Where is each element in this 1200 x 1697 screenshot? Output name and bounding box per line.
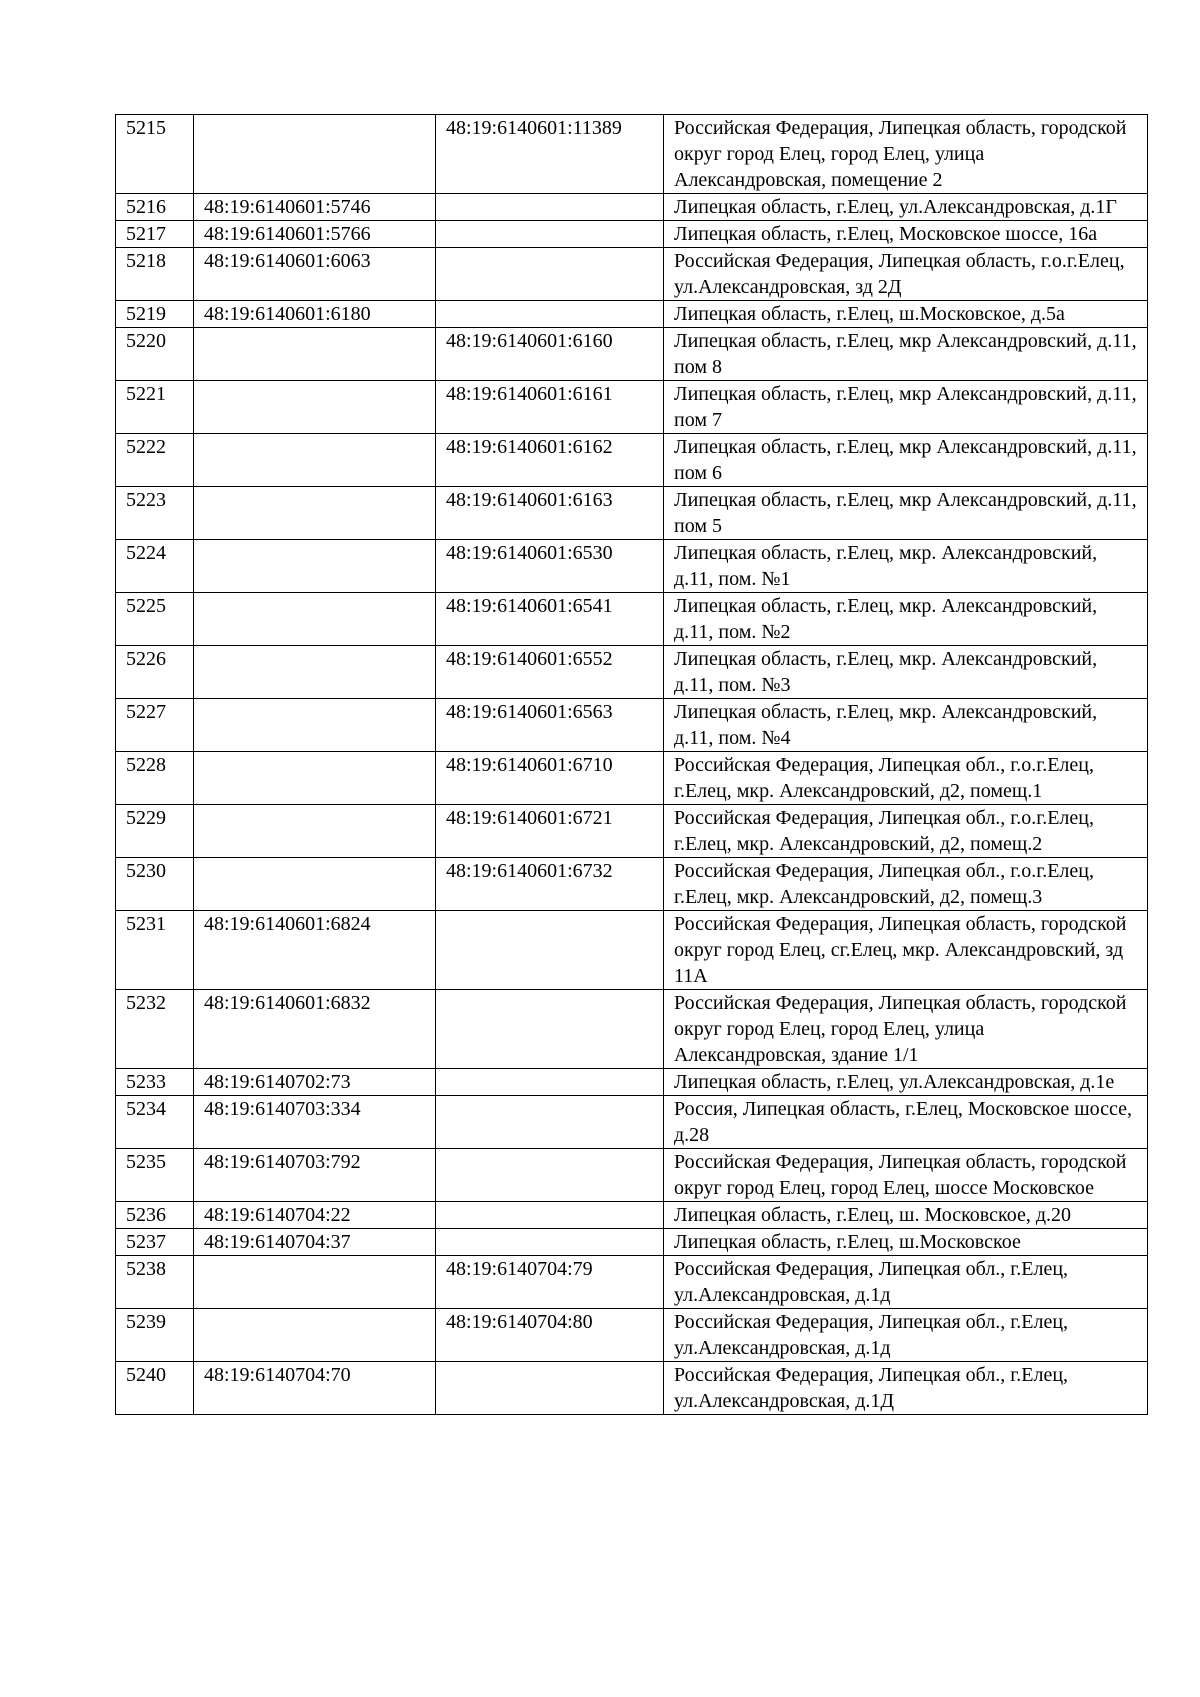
table-row [116,301,1148,328]
cadastral-parcel-cell: 48:19:6140601:6180 [194,301,436,328]
cadastral-object-cell [436,990,664,1069]
cadastral-object-cell: 48:19:6140601:6162 [436,434,664,487]
cadastral-object-cell: 48:19:6140601:6161 [436,381,664,434]
row-number-cell: 5232 [116,990,194,1069]
cadastral-object-cell: 48:19:6140601:6732 [436,858,664,911]
cadastral-object-cell: 48:19:6140704:79 [436,1256,664,1309]
table-row [116,990,1148,1069]
row-number-cell: 5233 [116,1069,194,1096]
table-row [116,248,1148,301]
cadastral-parcel-cell [194,805,436,858]
address-cell: Липецкая область, г.Елец, ш.Московское, д.5а [664,301,1148,328]
table-row [116,1256,1148,1309]
row-number-cell: 5230 [116,858,194,911]
address-cell: Липецкая область, г.Елец, ш. Московское, д.20 [664,1202,1148,1229]
cadastral-object-cell [436,1069,664,1096]
cadastral-parcel-cell [194,752,436,805]
row-number-cell: 5234 [116,1096,194,1149]
row-number-cell: 5224 [116,540,194,593]
cadastral-parcel-cell: 48:19:6140601:6824 [194,911,436,990]
address-cell: Липецкая область, г.Елец, мкр Александровский, д.11, пом 6 [664,434,1148,487]
address-cell: Россия, Липецкая область, г.Елец, Московское шоссе, д.28 [664,1096,1148,1149]
cadastral-object-cell: 48:19:6140601:6710 [436,752,664,805]
cadastral-parcel-cell: 48:19:6140601:6063 [194,248,436,301]
row-number-cell: 5235 [116,1149,194,1202]
table-row [116,381,1148,434]
row-number-cell: 5238 [116,1256,194,1309]
row-number-cell: 5231 [116,911,194,990]
cadastral-parcel-cell [194,540,436,593]
registry-table [115,114,1148,1415]
row-number-cell: 5227 [116,699,194,752]
table-row [116,699,1148,752]
table-row [116,646,1148,699]
table-row [116,194,1148,221]
table-row [116,1362,1148,1415]
row-number-cell: 5222 [116,434,194,487]
cadastral-parcel-cell [194,1309,436,1362]
address-cell: Липецкая область, г.Елец, мкр Александровский, д.11, пом 5 [664,487,1148,540]
row-number-cell: 5223 [116,487,194,540]
cadastral-parcel-cell: 48:19:6140704:37 [194,1229,436,1256]
cadastral-object-cell [436,248,664,301]
table-row [116,540,1148,593]
address-cell: Российская Федерация, Липецкая область, городской округ город Елец, город Елец, улица Александровская, здание 1/1 [664,990,1148,1069]
table-row [116,221,1148,248]
cadastral-object-cell: 48:19:6140601:6541 [436,593,664,646]
address-cell: Липецкая область, г.Елец, мкр Александровский, д.11, пом 7 [664,381,1148,434]
cadastral-parcel-cell [194,858,436,911]
address-cell: Российская Федерация, Липецкая обл., г.Елец, ул.Александровская, д.1д [664,1256,1148,1309]
cadastral-object-cell [436,194,664,221]
address-cell: Российская Федерация, Липецкая обл., г.о.г.Елец, г.Елец, мкр. Александровский, д2, помещ.3 [664,858,1148,911]
cadastral-parcel-cell: 48:19:6140704:22 [194,1202,436,1229]
table-row [116,1229,1148,1256]
address-cell: Российская Федерация, Липецкая область, городской округ город Елец, сг.Елец, мкр. Александровский, зд 11А [664,911,1148,990]
cadastral-parcel-cell [194,381,436,434]
address-cell: Российская Федерация, Липецкая область, г.о.г.Елец, ул.Александровская, зд 2Д [664,248,1148,301]
cadastral-object-cell [436,1202,664,1229]
cadastral-object-cell: 48:19:6140601:11389 [436,115,664,194]
cadastral-parcel-cell [194,593,436,646]
row-number-cell: 5220 [116,328,194,381]
row-number-cell: 5215 [116,115,194,194]
cadastral-object-cell: 48:19:6140601:6563 [436,699,664,752]
cadastral-parcel-cell [194,328,436,381]
cadastral-object-cell [436,1149,664,1202]
table-row [116,1069,1148,1096]
row-number-cell: 5239 [116,1309,194,1362]
cadastral-object-cell: 48:19:6140601:6721 [436,805,664,858]
address-cell: Липецкая область, г.Елец, мкр. Александровский, д.11, пом. №2 [664,593,1148,646]
row-number-cell: 5237 [116,1229,194,1256]
row-number-cell: 5217 [116,221,194,248]
registry-table-body [116,115,1148,1415]
table-row [116,805,1148,858]
address-cell: Липецкая область, г.Елец, мкр. Александровский, д.11, пом. №3 [664,646,1148,699]
cadastral-parcel-cell: 48:19:6140703:792 [194,1149,436,1202]
table-row [116,487,1148,540]
cadastral-object-cell: 48:19:6140601:6530 [436,540,664,593]
row-number-cell: 5218 [116,248,194,301]
row-number-cell: 5221 [116,381,194,434]
address-cell: Липецкая область, г.Елец, Московское шоссе, 16а [664,221,1148,248]
row-number-cell: 5236 [116,1202,194,1229]
row-number-cell: 5228 [116,752,194,805]
address-cell: Российская Федерация, Липецкая область, городской округ город Елец, город Елец, шоссе Московское [664,1149,1148,1202]
cadastral-parcel-cell: 48:19:6140601:6832 [194,990,436,1069]
cadastral-parcel-cell [194,115,436,194]
cadastral-object-cell: 48:19:6140704:80 [436,1309,664,1362]
table-row [116,115,1148,194]
table-row [116,1202,1148,1229]
cadastral-object-cell [436,1229,664,1256]
table-row [116,1096,1148,1149]
cadastral-object-cell [436,1362,664,1415]
address-cell: Липецкая область, г.Елец, ш.Московское [664,1229,1148,1256]
cadastral-object-cell [436,221,664,248]
cadastral-object-cell [436,301,664,328]
cadastral-object-cell: 48:19:6140601:6160 [436,328,664,381]
table-row [116,858,1148,911]
address-cell: Российская Федерация, Липецкая область, городской округ город Елец, город Елец, улица Александровская, помещение 2 [664,115,1148,194]
table-row [116,911,1148,990]
table-row [116,1309,1148,1362]
address-cell: Липецкая область, г.Елец, ул.Александровская, д.1е [664,1069,1148,1096]
table-row [116,593,1148,646]
address-cell: Российская Федерация, Липецкая обл., г.Елец, ул.Александровская, д.1Д [664,1362,1148,1415]
row-number-cell: 5229 [116,805,194,858]
table-row [116,328,1148,381]
table-row [116,752,1148,805]
row-number-cell: 5225 [116,593,194,646]
cadastral-parcel-cell [194,1256,436,1309]
cadastral-parcel-cell [194,487,436,540]
row-number-cell: 5226 [116,646,194,699]
cadastral-parcel-cell: 48:19:6140601:5766 [194,221,436,248]
table-row [116,434,1148,487]
cadastral-parcel-cell: 48:19:6140703:334 [194,1096,436,1149]
address-cell: Липецкая область, г.Елец, мкр. Александровский, д.11, пом. №4 [664,699,1148,752]
cadastral-object-cell [436,1096,664,1149]
row-number-cell: 5240 [116,1362,194,1415]
cadastral-object-cell: 48:19:6140601:6552 [436,646,664,699]
cadastral-parcel-cell: 48:19:6140601:5746 [194,194,436,221]
address-cell: Российская Федерация, Липецкая обл., г.о.г.Елец, г.Елец, мкр. Александровский, д2, помещ.1 [664,752,1148,805]
cadastral-parcel-cell [194,646,436,699]
row-number-cell: 5216 [116,194,194,221]
cadastral-parcel-cell: 48:19:6140702:73 [194,1069,436,1096]
cadastral-parcel-cell: 48:19:6140704:70 [194,1362,436,1415]
cadastral-object-cell [436,911,664,990]
document-page [115,114,1147,1415]
row-number-cell: 5219 [116,301,194,328]
cadastral-parcel-cell [194,434,436,487]
cadastral-object-cell: 48:19:6140601:6163 [436,487,664,540]
address-cell: Липецкая область, г.Елец, мкр Александровский, д.11, пом 8 [664,328,1148,381]
cadastral-parcel-cell [194,699,436,752]
address-cell: Липецкая область, г.Елец, мкр. Александровский, д.11, пом. №1 [664,540,1148,593]
address-cell: Российская Федерация, Липецкая обл., г.Елец, ул.Александровская, д.1д [664,1309,1148,1362]
table-row [116,1149,1148,1202]
address-cell: Российская Федерация, Липецкая обл., г.о.г.Елец, г.Елец, мкр. Александровский, д2, помещ.2 [664,805,1148,858]
address-cell: Липецкая область, г.Елец, ул.Александровская, д.1Г [664,194,1148,221]
